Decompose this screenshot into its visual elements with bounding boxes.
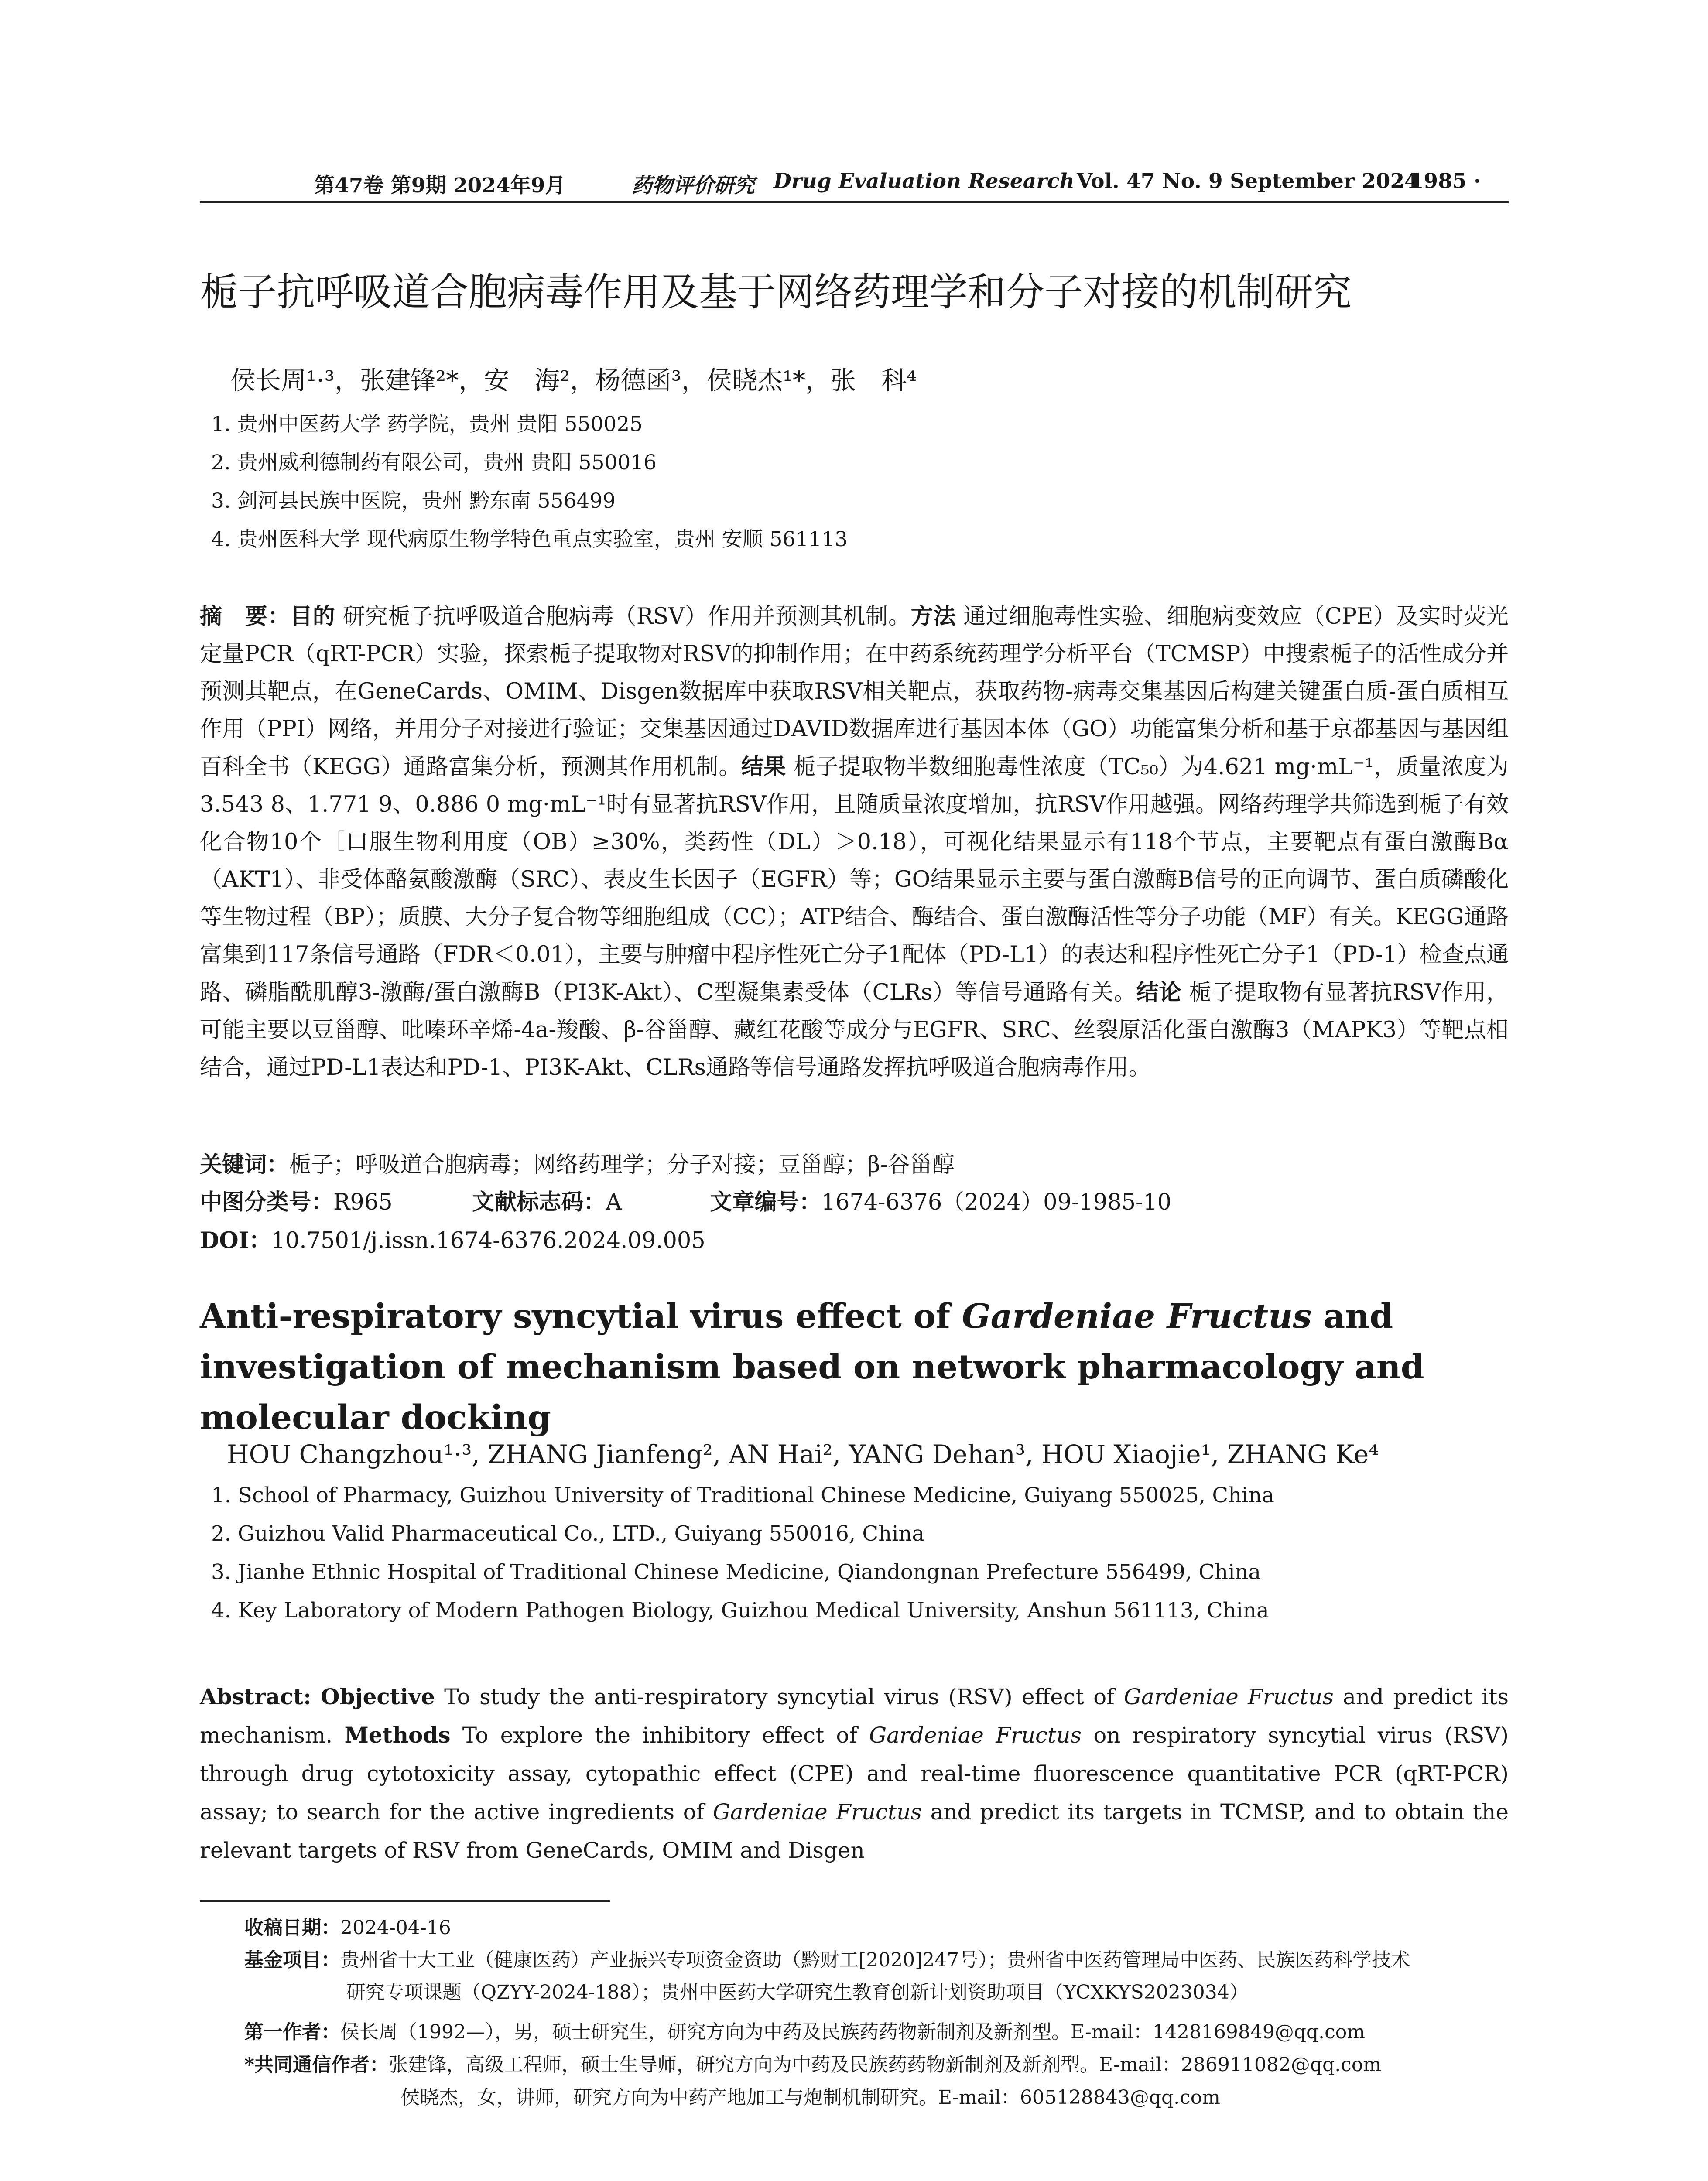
conclusion-label-cn: 结论 — [1136, 979, 1182, 1005]
first-author-text: 侯长周（1992—），男，硕士研究生，研究方向为中药及民族药药物新制剂及新剂型。E-mail：1428169849@qq.com — [340, 2021, 1365, 2043]
herb-name-en-1: Gardeniae Fructus — [1123, 1684, 1334, 1709]
affiliation-en-2: 2. Guizhou Valid Pharmaceutical Co., LTD., Guiyang 550016, China — [211, 1521, 924, 1546]
journal-logo-cn: 药物评价研究 — [632, 174, 755, 198]
title-en-italic: Gardeniae Fructus — [962, 1297, 1312, 1336]
received-label: 收稿日期： — [244, 1917, 340, 1939]
corresponding-label: *共同通信作者： — [244, 2054, 389, 2076]
fund-label: 基金项目： — [244, 1949, 340, 1971]
keywords-cn — [200, 1146, 955, 1179]
methods-en-b: on respiratory syncytial virus (RSV) through drug cytotoxicity assay, cytopathic effect (CPE) and real-time fluorescence quantitative PCR (qRT-PCR) assay; to search for the active ingredients of — [200, 1723, 1509, 1825]
objective-en-a: To study the anti-respiratory syncytial virus (RSV) effect of — [444, 1684, 1124, 1709]
keywords-label-cn: 关键词： — [200, 1152, 289, 1178]
results-cn: 栀子提取物半数细胞毒性浓度（TC₅₀）为4.621 mg·mL⁻¹，质量浓度为3.543 8、1.771 9、0.886 0 mg·mL⁻¹时有显著抗RSV作用，且随质量浓度增加，抗RSV作用越强。网络药理学共筛选到栀子有效化合物10个［口服生物利用度（OB）≥30%，类药性（DL）＞0.18），可视化结果显示有118个节点，主要靶点有蛋白激酶Bα（AKT1）、非受体酪氨酸激酶（SRC）、表皮生长因子（EGFR）等；GO结果显示主要与蛋白激酶B信号的正向调节、蛋白质磷酸化等生物过程（BP）；质膜、大分子复合物等细胞组成（CC）；ATP结合、酶结合、蛋白激酶活性等分子功能（MF）有关。KEGG通路富集到117条信号通路（FDR＜0.01），主要与肿瘤中程序性死亡分子1配体（PD-L1）的表达和程序性死亡分子1（PD-1）检查点通路、磷脂酰肌醇3-激酶/蛋白激酶B（PI3K-Akt）、C型凝集素受体（CLRs）等信号通路有关。 — [200, 754, 1509, 1005]
title-en — [200, 1291, 1509, 1443]
fund-line-2: 研究专项课题（QZYY-2024-188）；贵州中医药大学研究生教育创新计划资助项目（YCXKYS2023034） — [346, 1981, 1249, 2003]
methods-cn: 通过细胞毒性实验、细胞病变效应（CPE）及实时荧光定量PCR（qRT-PCR）实验，探索栀子提取物对RSV的抑制作用；在中药系统药理学分析平台（TCMSP）中搜索栀子的活性成分并预测其靶点，在GeneCards、OMIM、Disgen数据库中获取RSV相关靶点，获取药物-病毒交集基因后构建关键蛋白质-蛋白质相互作用（PPI）网络，并用分子对接进行验证；交集基因通过DAVID数据库进行基因本体（GO）功能富集分析和基于京都基因与基因组百科全书（KEGG）通路富集分析，预测其作用机制。 — [200, 604, 1509, 780]
doc-value: A — [606, 1190, 622, 1215]
article-value: 1674-6376（2024）09-1985-10 — [821, 1190, 1172, 1215]
authors-cn: 侯长周¹·³，张建锋²*，安 海²，杨德函³，侯晓杰¹*，张 科⁴ — [230, 366, 917, 395]
keywords-text-cn: 栀子；呼吸道合胞病毒；网络药理学；分子对接；豆甾醇；β-谷甾醇 — [289, 1152, 955, 1178]
conclusion-cn: 栀子提取物有显著抗RSV作用，可能主要以豆甾醇、吡嗪环辛烯-4a-羧酸、β-谷甾醇、藏红花酸等成分与EGFR、SRC、丝裂原活化蛋白激酶3（MAPK3）等靶点相结合，通过PD-L1表达和PD-1、PI3K-Akt、CLRs通路等信号通路发挥抗呼吸道合胞病毒作用。 — [200, 980, 1509, 1080]
methods-label-en: Methods — [344, 1722, 451, 1748]
objective-label-en: Objective — [321, 1684, 435, 1709]
affiliation-en-4: 4. Key Laboratory of Modern Pathogen Biology, Guizhou Medical University, Anshun 561113, China — [211, 1598, 1269, 1623]
methods-label-cn: 方法 — [910, 603, 956, 629]
footnote-received — [244, 1912, 451, 1940]
article-label: 文章编号： — [710, 1189, 821, 1215]
first-author-label: 第一作者： — [244, 2021, 340, 2043]
corresponding-author-2: 侯晓杰，女，讲师，研究方向为中药产地加工与炮制机制研究。E-mail：605128843@qq.com — [400, 2086, 1221, 2109]
objective-label-cn: 目的 — [290, 603, 335, 629]
footnote-first-author — [244, 2016, 1365, 2044]
results-label-cn: 结果 — [741, 754, 787, 780]
affiliation-cn-3: 3. 剑河县民族中医院，贵州 黔东南 556499 — [211, 489, 616, 513]
abstract-cn-label: 摘 要： — [200, 603, 291, 629]
title-cn: 栀子抗呼吸道合胞病毒作用及基于网络药理学和分子对接的机制研究 — [200, 270, 1352, 315]
header-journal-en: Drug Evaluation Research — [774, 169, 1075, 193]
herb-name-en-3: Gardeniae Fructus — [712, 1799, 922, 1825]
header-page-number: · 1985 · — [1395, 169, 1481, 193]
doc-label: 文献标志码： — [472, 1189, 606, 1215]
running-header — [200, 162, 1509, 198]
title-en-part2: and investigation of mechanism based on network pharmacology and molecular docking — [200, 1297, 1424, 1437]
objective-cn: 研究栀子抗呼吸道合胞病毒（RSV）作用并预测其机制。 — [342, 604, 911, 629]
affiliation-en-1: 1. School of Pharmacy, Guizhou University of Traditional Chinese Medicine, Guiyang 550025, China — [211, 1483, 1274, 1508]
title-en-part1: Anti-respiratory syncytial virus effect of — [200, 1297, 962, 1336]
classification-line — [200, 1184, 1171, 1216]
authors-en: HOU Changzhou¹·³, ZHANG Jianfeng², AN Hai², YANG Dehan³, HOU Xiaojie¹, ZHANG Ke⁴ — [227, 1439, 1379, 1469]
herb-name-en-2: Gardeniae Fructus — [869, 1723, 1082, 1748]
clc-label: 中图分类号： — [200, 1189, 334, 1215]
footnote-fund — [244, 1944, 1410, 1972]
methods-en-c: and predict its targets in TCMSP, and to obtain the relevant targets of RSV from GeneCards, OMIM and Disgen — [200, 1799, 1509, 1863]
header-rule — [200, 201, 1509, 203]
clc-value: R965 — [333, 1190, 393, 1215]
abstract-en — [200, 1678, 1509, 1870]
affiliation-cn-2: 2. 贵州威利德制药有限公司，贵州 贵阳 550016 — [211, 451, 657, 475]
affiliation-en-3: 3. Jianhe Ethnic Hospital of Traditional Chinese Medicine, Qiandongnan Prefecture 556499, China — [211, 1560, 1261, 1584]
abstract-en-label: Abstract: — [200, 1684, 311, 1709]
header-volume-cn: 第47卷 第9期 2024年9月 — [314, 174, 566, 198]
doi-line — [200, 1222, 705, 1255]
affiliation-cn-1: 1. 贵州中医药大学 药学院，贵州 贵阳 550025 — [211, 412, 643, 436]
methods-en-a: To explore the inhibitory effect of — [462, 1723, 869, 1748]
footnote-corresponding — [244, 2049, 1381, 2077]
abstract-cn — [200, 598, 1509, 1087]
footnote-rule — [200, 1900, 610, 1902]
objective-en-b: and predict its mechanism. — [200, 1684, 1509, 1748]
affiliation-cn-4: 4. 贵州医科大学 现代病原生物学特色重点实验室，贵州 安顺 561113 — [211, 527, 848, 551]
header-volume-en: Vol. 47 No. 9 September 2024 — [1077, 169, 1419, 193]
corresponding-author-1: 张建锋，高级工程师，硕士生导师，研究方向为中药及民族药药物新制剂及新剂型。E-mail：286911082@qq.com — [389, 2054, 1382, 2076]
doi-value[interactable]: 10.7501/j.issn.1674-6376.2024.09.005 — [271, 1228, 705, 1254]
fund-line-1: 贵州省十大工业（健康医药）产业振兴专项资金资助（黔财工[2020]247号）；贵州省中医药管理局中医药、民族医药科学技术 — [340, 1949, 1410, 1971]
doi-label: DOI： — [200, 1227, 271, 1254]
received-date: 2024-04-16 — [340, 1917, 451, 1939]
